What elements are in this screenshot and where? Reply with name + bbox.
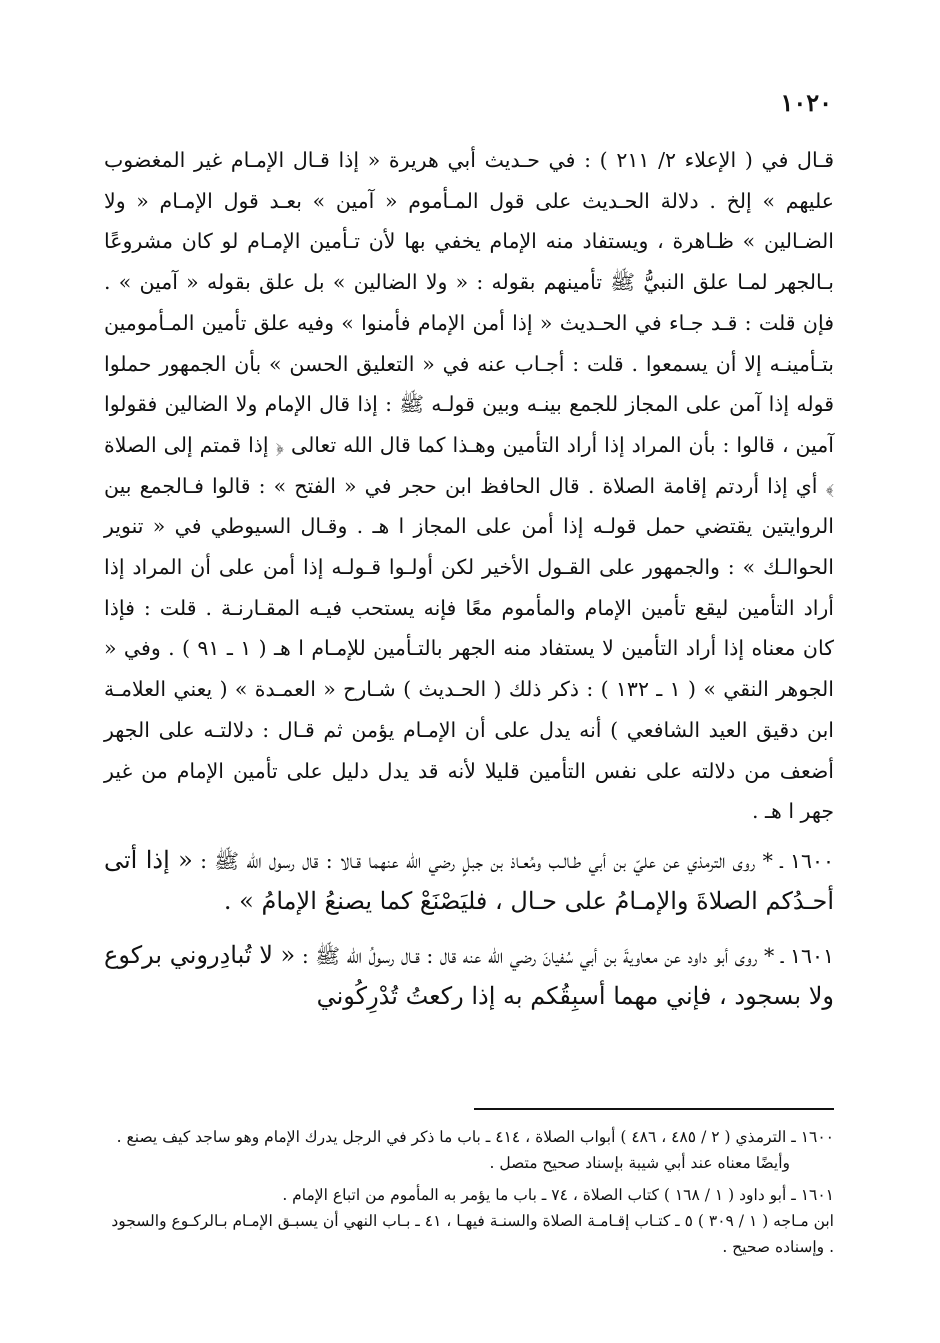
hadith-1601 [104,935,834,1017]
footnote-1601-line-2: ابن مـاجه ( ١ / ٣٠٩ ) ٥ ـ كتـاب إقـامـة الصلاة والسنـة فيهـا ، ٤١ ـ بـاب النهي أن يسبـق الإمـام بـالركـوع والسجود . وإسناده صحيح . [111,1212,834,1256]
footnote-divider [474,1108,834,1110]
hadith-1600-quote: « إذا أتى أحـدُكم الصلاةَ والإمـامُ على حـال ، فليَصْنَعْ كما يصنعُ الإمامُ » . [104,845,834,915]
footnote-1600-line-1: ١٦٠٠ ـ الترمذي ( ٢ / ٤٨٥ ، ٤٨٦ ) أبواب الصلاة ، ٤١٤ ـ باب ما ذكر في الرجل يدرك الإمام وهو ساجد كيف يصنع . [116,1128,834,1146]
hadith-1600-intro: ١٦٠٠ ـ * روى الترمذي عن عليّ بن أبي طـالـب ومُعـاذ بن جبلٍ رضي الله عنهما قـالا : قال رسول الله ﷺ : [200,848,834,873]
main-text [104,140,834,1017]
footnote-1601 [104,1182,834,1260]
footnote-1600-line-2: وأيضًا معناه عند أبي شيبة بإسناد صحيح متصل . [489,1154,790,1172]
hadith-1601-quote: « لا تُبادِروني بركوع ولا بسجود ، فإني مهما أسبِقُكم به إذا ركعتُ تُدْرِكُوني [104,940,834,1010]
hadith-1600 [104,840,834,922]
commentary-paragraph: قـال في ( الإعلاء ٢/ ٢١١ ) : في حـديث أبي هريرة « إذا قـال الإمـام غير المغضوب عليهم » إلخ . دلالة الحـديث على قول المـأموم « آمين » بعـد قول الإمـام « ولا الضـالين » ظـاهرة ، ويستفاد منه الإمام يخفي بها لأن تـأمين الإمـام لو كان مشروعًا بـالجهر لمـا علق النبيُّ ﷺ تأمينهم بقوله : « ولا الضالين » بل علق بقوله « آمين » . فإن قلت : قـد جـاء في الحـديث « إذا أمن الإمام فأمنوا » وفيه علق تأمين المـأمومين بتـأمينـه إلا أن يسمعوا . قلت : أجـاب عنه في « التعليق الحسن » بأن الجمهور حملوا قوله إذا آمن على المجاز للجمع بينـه وبين قولـه ﷺ : إذا قال الإمام ولا الضالين فقولوا آمين ، قالوا : بأن المراد إذا أراد التأمين وهـذا كما قال الله تعالى ﴿ إذا قمتم إلى الصلاة ﴾ أي إذا أردتم إقامة الصلاة . قال الحافظ ابن حجر في « الفتح » : قالوا فـالجمع بين الروايتين يقتضي حمل قولـه إذا أمن على المجاز ا هـ . وقـال السيوطي في « تنوير الحوالـك » : والجمهور على القـول الأخير لكن أولـوا قـولـه إذا أمن على أن المراد إذا أراد التأمين ليقع تأمين الإمام والمأموم معًا فإنه يستحب فيـه المقـارنـة . قلت : فإذا كان معناه إذا أراد التأمين لا يستفاد منه الجهر بالتـأمين للإمـام ا هـ ( ١ ـ ٩١ ) . وفي « الجوهر النقي » ( ١ ـ ١٣٢ ) : ذكر ذلك ( الحـديث ) شـارح « العمـدة » ( يعني العلامـة ابن دقيق العيد الشافعي ) أنه يدل على أن الإمـام يؤمن ثم قـال : دلالتـه على الجهر أضعف من دلالته على نفس التأمين قليلا لأنه قد يدل دليل على تأمين الإمام من غير جهر ا هـ . [104,148,834,824]
footnote-1600 [104,1124,834,1176]
hadith-1601-intro: ١٦٠١ ـ * روى أبو داود عن معاويةَ بن أبي سُفيانَ رضي الله عنه قال : قـال رسولُ الله ﷺ : [301,943,834,968]
page-number: ١٠٢٠ [780,88,832,117]
footnote-1601-line-1: ١٦٠١ ـ أبو داود ( ١ / ١٦٨ ) كتاب الصلاة ، ٧٤ ـ باب ما يؤمر به المأموم من اتباع الإمام . [282,1186,834,1204]
footnotes [104,1124,834,1266]
